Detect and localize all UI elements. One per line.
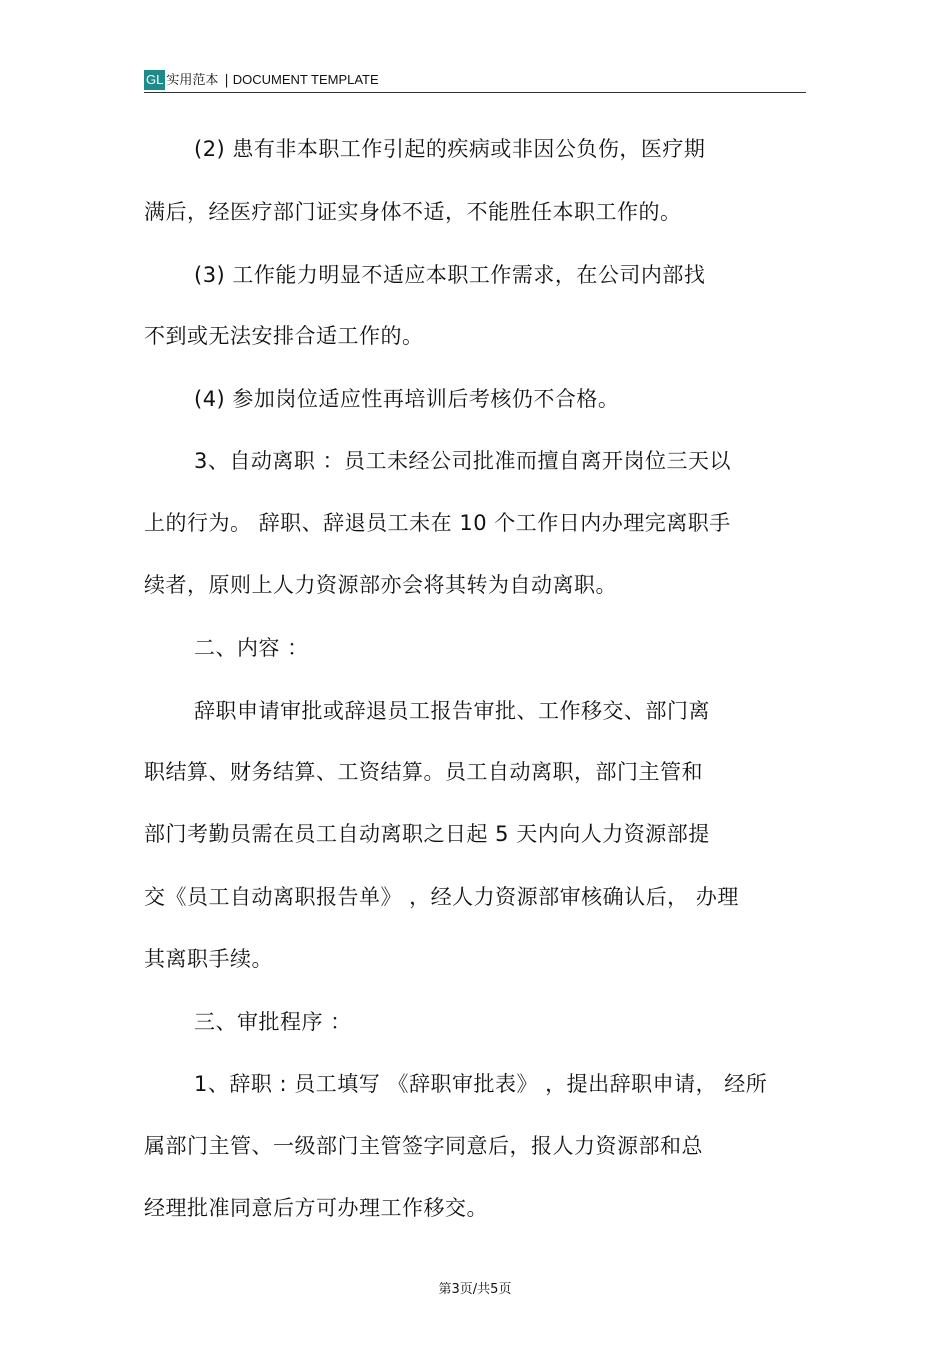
section-heading: 二、内容 ： bbox=[194, 636, 309, 660]
paragraph-line: 属部门主管、一级部门主管签字同意后，报人力资源部和总 bbox=[144, 1134, 703, 1158]
paragraph-line: (4) 参加岗位适应性再培训后考核仍不合格。 bbox=[194, 387, 620, 411]
logo-badge: GL bbox=[144, 70, 165, 90]
page-footer: 第3页/共5页 bbox=[438, 1282, 512, 1297]
paragraph-line: 3、自动离职 ：员工未经公司批准而擅自离开岗位三天以 bbox=[194, 449, 732, 473]
paragraph-line: 上的行为。 辞职、辞退员工未在 10 个工作日内办理完离职手 bbox=[144, 511, 731, 535]
paragraph-line: 辞职申请审批或辞退员工报告审批、工作移交、部门离 bbox=[194, 699, 710, 723]
paragraph-line: 不到或无法安排合适工作的。 bbox=[144, 324, 424, 348]
header-subtitle: DOCUMENT TEMPLATE bbox=[232, 72, 379, 87]
paragraph-line: (3) 工作能力明显不适应本职工作需求，在公司内部找 bbox=[194, 263, 706, 287]
paragraph-line: 1、辞职 : 员工填写 《辞职审批表》 ，提出辞职申请， 经所 bbox=[194, 1072, 768, 1096]
paragraph-line: 部门考勤员需在员工自动离职之日起 5 天内向人力资源部提 bbox=[144, 822, 710, 846]
section-heading: 三、审批程序 ： bbox=[194, 1010, 352, 1034]
paragraph-line: 经理批准同意后方可办理工作移交。 bbox=[144, 1196, 488, 1220]
paragraph-line: 满后，经医疗部门证实身体不适，不能胜任本职工作的。 bbox=[144, 200, 682, 224]
header-title: 实用范本 bbox=[166, 73, 219, 88]
paragraph-line: (2) 患有非本职工作引起的疾病或非因公负伤，医疗期 bbox=[194, 137, 706, 161]
document-header bbox=[144, 70, 806, 93]
header-separator: | bbox=[224, 73, 229, 88]
paragraph-line: 交《员工自动离职报告单》 ，经人力资源部审核确认后， 办理 bbox=[144, 885, 739, 909]
paragraph-line: 续者，原则上人力资源部亦会将其转为自动离职。 bbox=[144, 573, 617, 597]
paragraph-line: 其离职手续。 bbox=[144, 947, 273, 971]
paragraph-line: 职结算、财务结算、工资结算。员工自动离职，部门主管和 bbox=[144, 760, 703, 784]
